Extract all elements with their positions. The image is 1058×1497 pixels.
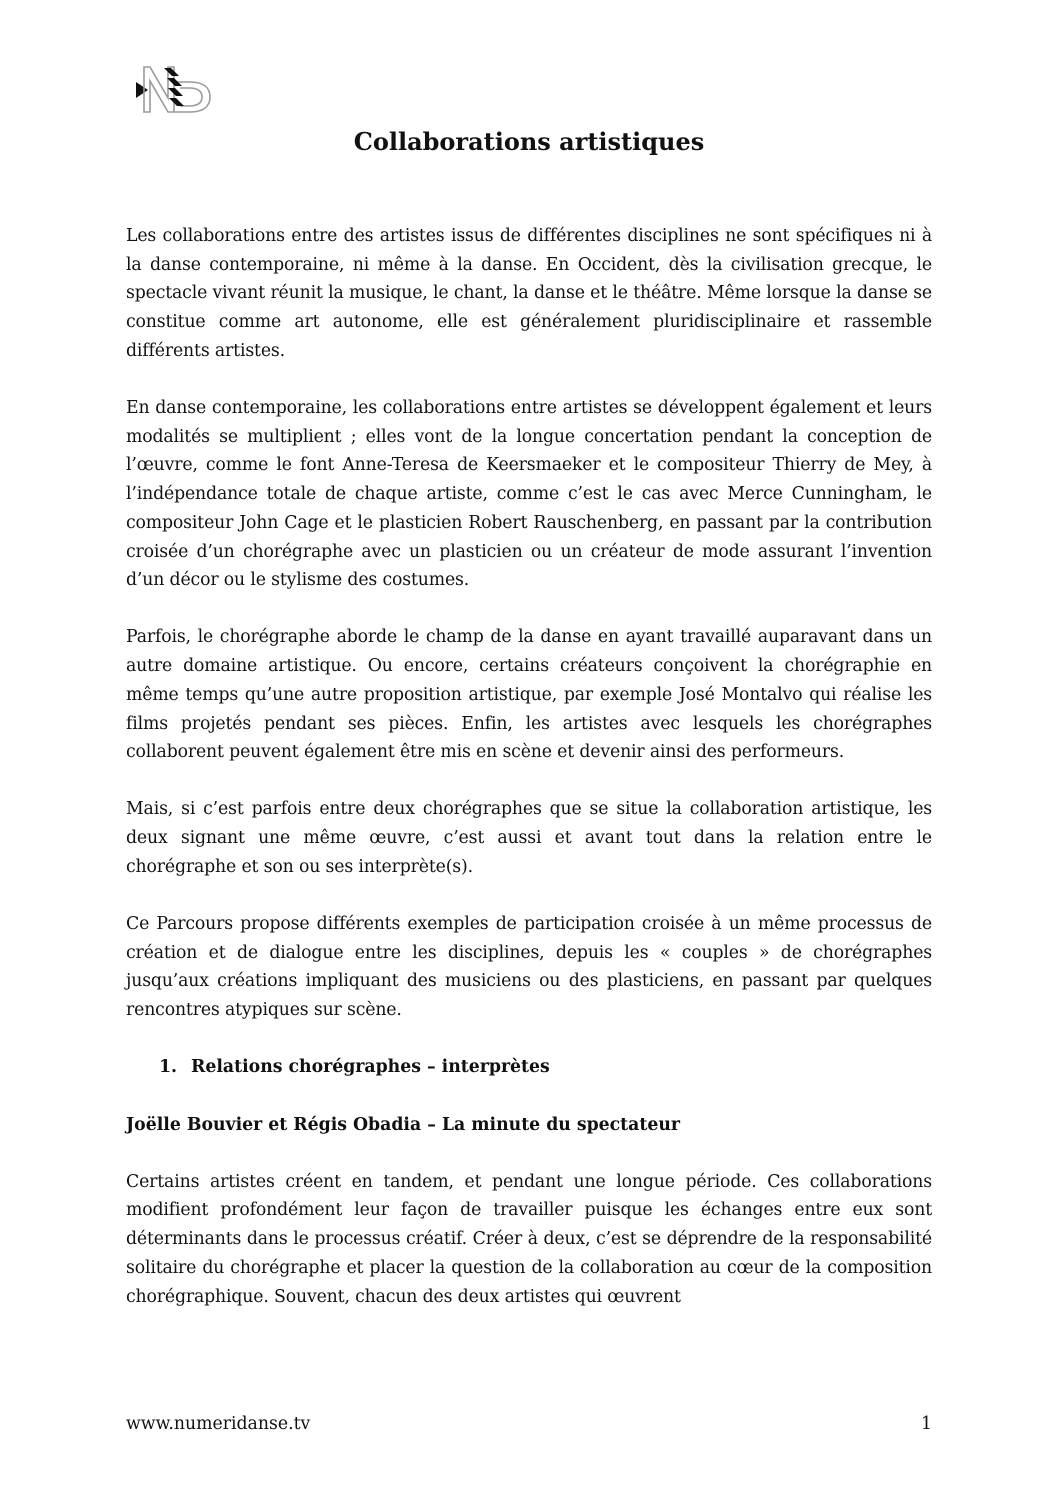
- document-title: Collaborations artistiques: [353, 127, 705, 156]
- page-number: 1: [921, 1414, 932, 1434]
- subsection-heading: Joëlle Bouvier et Régis Obadia – La minute du spectateur: [126, 1114, 681, 1135]
- paragraph-other-domains: Parfois, le chorégraphe aborde le champ de la danse en ayant travaillé auparavant dans un autre domaine artistique. Ou encore, certains créateurs conçoivent la chorégraphie en même temps qu’une autre proposition artistique, par exemple José Montalvo qui réalise les films projetés pendant ses pièces. Enfin, les artistes avec lesquels les chorégraphes collaborent peuvent également être mis en scène et devenir ainsi des performeurs.: [126, 627, 932, 763]
- section-number: 1.: [159, 1057, 178, 1078]
- paragraph-parcours: Ce Parcours propose différents exemples de participation croisée à un même processus de création et de dialogue entre les disciplines, depuis les « couples » de chorégraphes jusqu’aux créations impliquant des musiciens ou des plasticiens, en passant par quelques rencontres atypiques sur scène.: [126, 914, 932, 1021]
- section-heading: [126, 1053, 932, 1082]
- footer-url: www.numeridanse.tv: [126, 1414, 311, 1434]
- paragraph-intro: Les collaborations entre des artistes issus de différentes disciplines ne sont spécifiques ni à la danse contemporaine, ni même à la danse. En Occident, dès la civilisation grecque, le spectacle vivant réunit la musique, le chant, la danse et le théâtre. Même lorsque la danse se constitue comme art autonome, elle est généralement pluridisciplinaire et rassemble différents artistes.: [126, 226, 932, 361]
- document-body: [126, 222, 932, 1340]
- paragraph-contemporary-dance: En danse contemporaine, les collaborations entre artistes se développent également et leurs modalités se multiplient ; elles vont de la longue concertation pendant la conception de l’œuvre, comme le font Anne-Teresa de Keersmaeker et le compositeur Thierry de Mey, à l’indépendance totale de chaque artiste, comme c’est le cas avec Merce Cunningham, le compositeur John Cage et le plasticien Robert Rauschenberg, en passant par la contribution croisée d’un chorégraphe avec un plasticien ou un créateur de mode assurant l’invention d’un décor ou le stylisme des costumes.: [126, 398, 932, 591]
- section-title: Relations chorégraphes – interprètes: [191, 1057, 550, 1078]
- numeridanse-logo-icon: [134, 64, 214, 116]
- paragraph-tandem: Certains artistes créent en tandem, et pendant une longue période. Ces collaborations modifient profondément leur façon de travailler puisque les échanges entre eux sont déterminants dans le processus créatif. Créer à deux, c’est se déprendre de la responsabilité solitaire du chorégraphe et placer la question de la collaboration au cœur de la composition chorégraphique. Souvent, chacun des deux artistes qui œuvrent: [126, 1171, 932, 1307]
- paragraph-two-choreographers: Mais, si c’est parfois entre deux chorégraphes que se situe la collaboration artistique, les deux signant une même œuvre, c’est aussi et avant tout dans la relation entre le chorégraphe et son ou ses interprète(s).: [126, 799, 932, 877]
